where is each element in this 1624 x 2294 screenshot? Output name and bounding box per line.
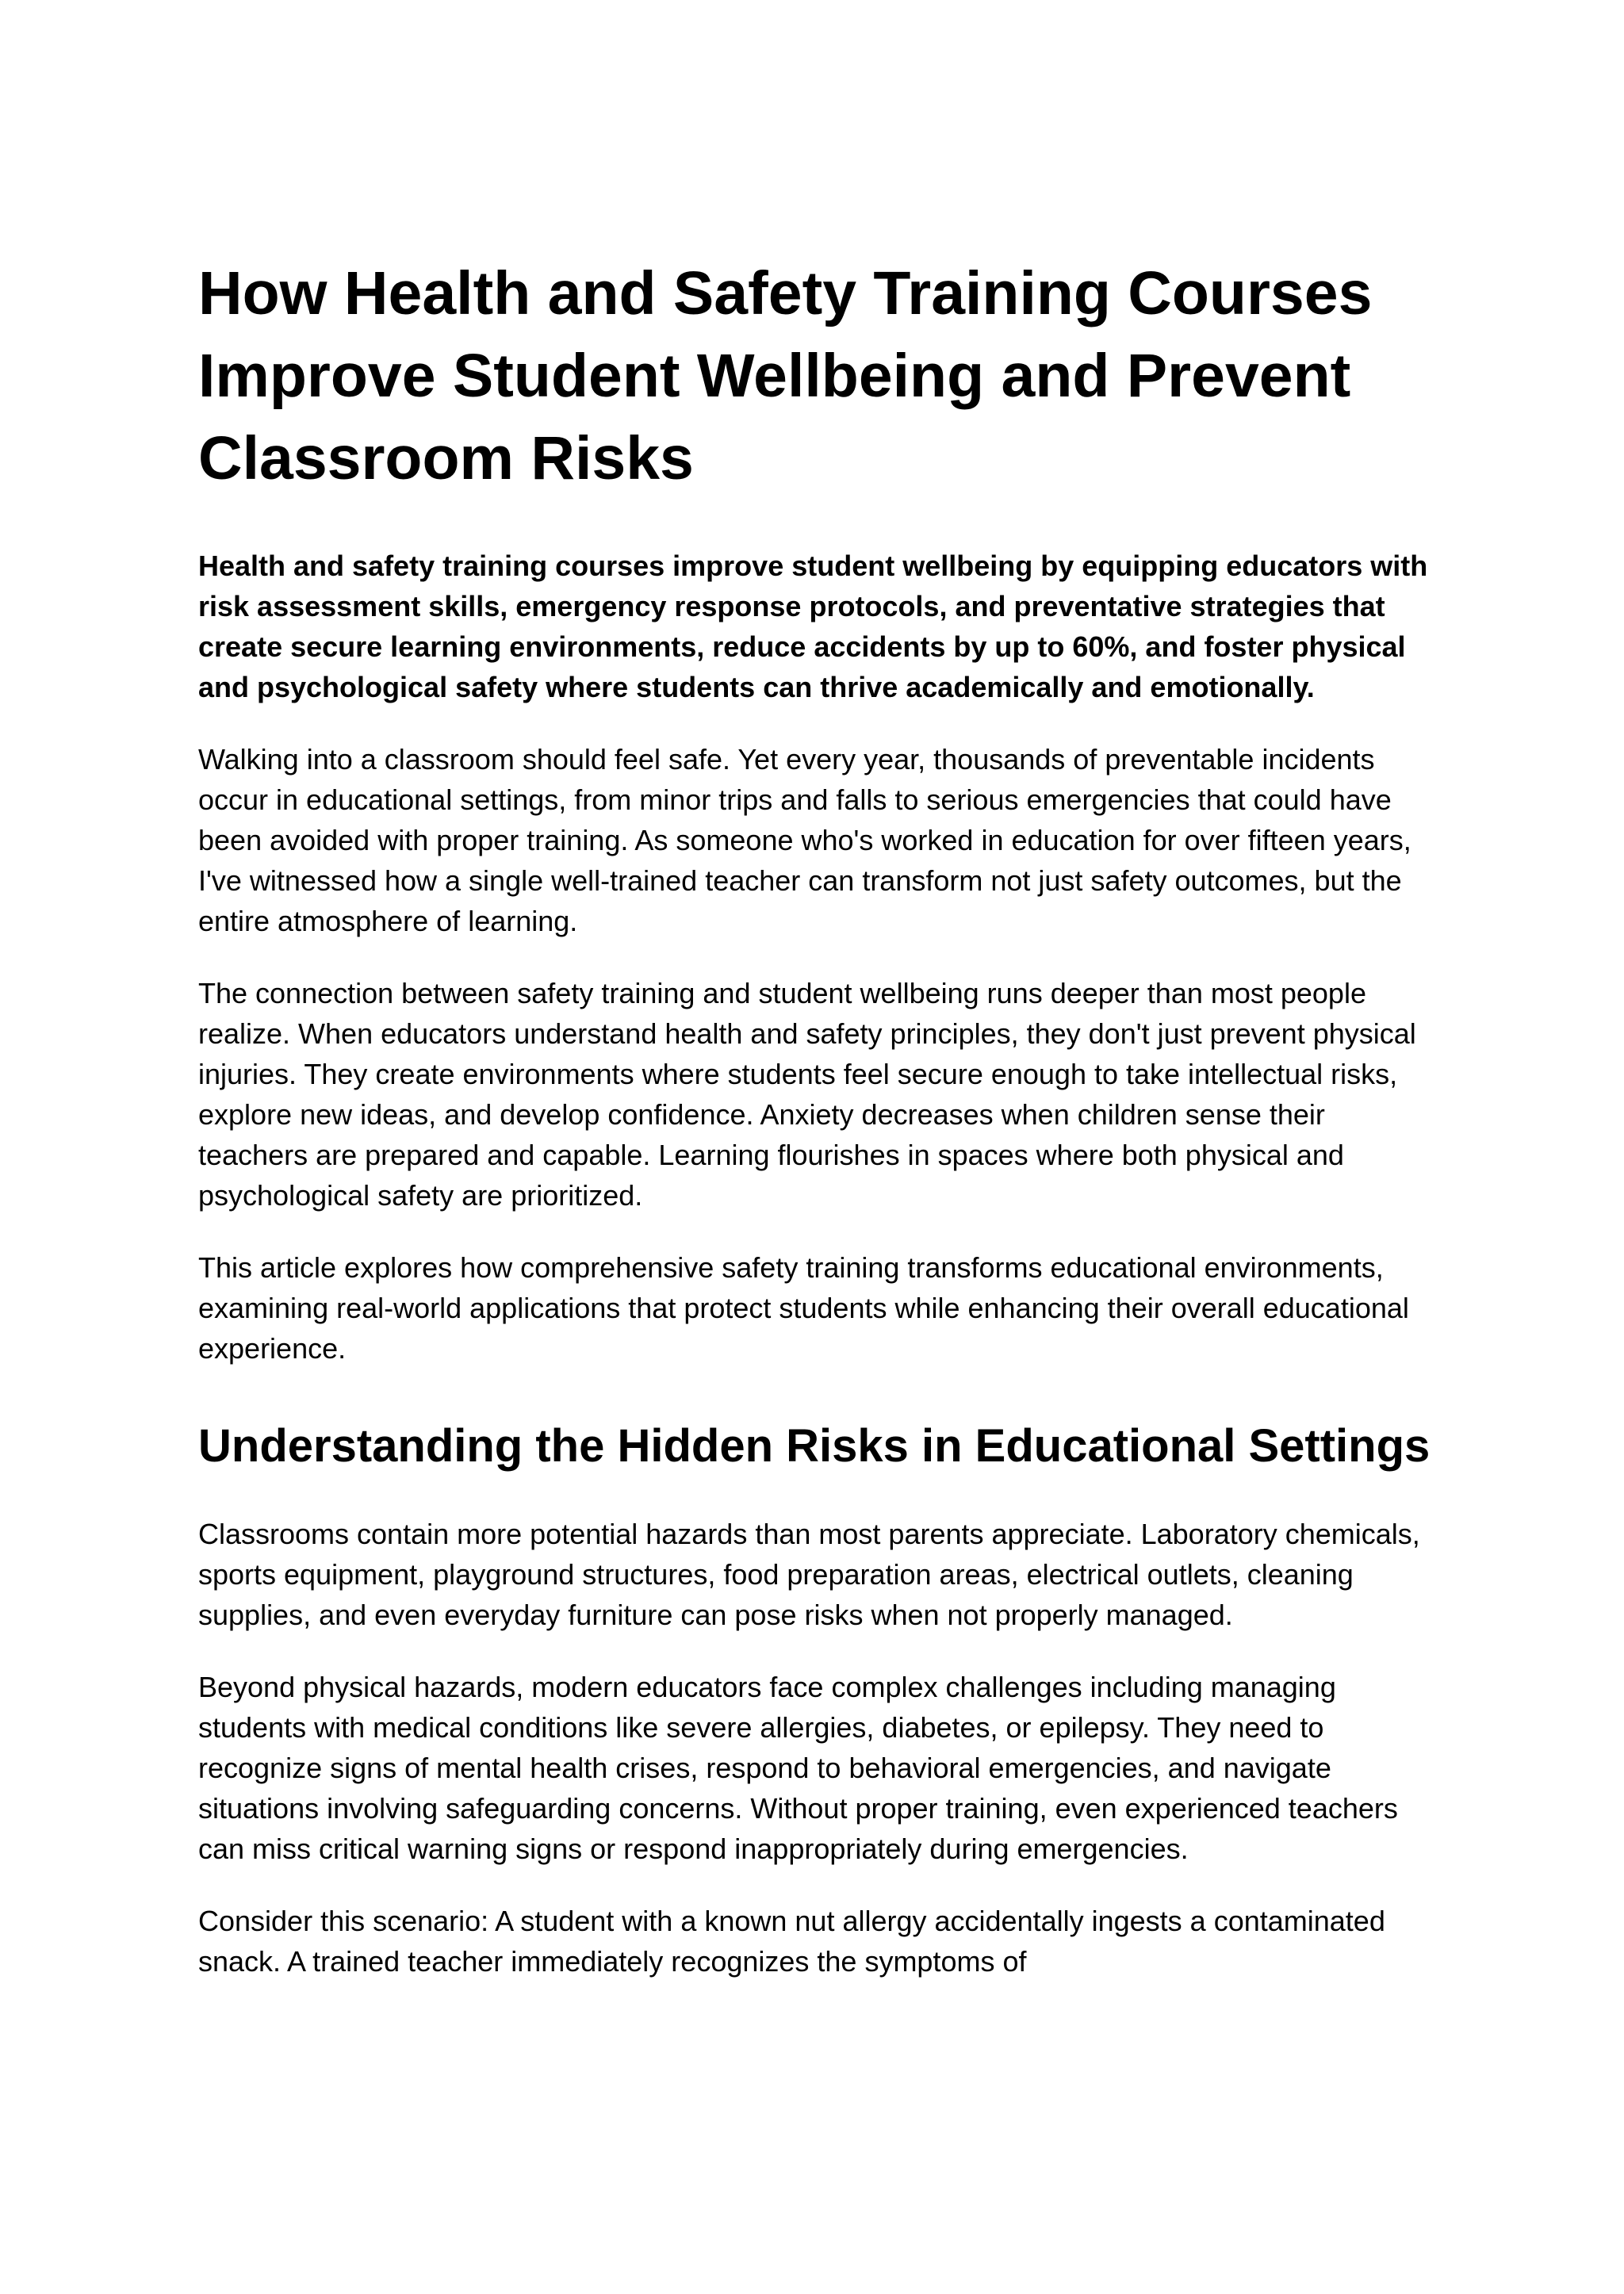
article-lead: Health and safety training courses improve student wellbeing by equipping educators with risk assessment skills, emergency response protocols, and preventative strategies that create secure learning environments, reduce accidents by up to 60%, and foster physical and psychological safety where students can thrive academically and emotionally. xyxy=(198,550,1428,703)
intro-paragraph-3: This article explores how comprehensive safety training transforms educational environments, examining real-world applications that protect students while enhancing their overall educational experience. xyxy=(198,1251,1409,1365)
intro-paragraph-2: The connection between safety training and student wellbeing runs deeper than most people realize. When educators understand health and safety principles, they don't just prevent physical injuries. They create environments where students feel secure enough to take intellectual risks, explore new ideas, and develop confidence. Anxiety decreases when children sense their teachers are prepared and capable. Learning flourishes in spaces where both physical and psychological safety are prioritized. xyxy=(198,977,1416,1212)
section-paragraph-3: Consider this scenario: A student with a known nut allergy accidentally ingests a contaminated snack. A trained teacher immediately recognizes the symptoms of xyxy=(198,1905,1385,1978)
article-title: How Health and Safety Training Courses Improve Student Wellbeing and Prevent Classroom Risks xyxy=(198,259,1373,492)
section-paragraph-2: Beyond physical hazards, modern educators face complex challenges including managing students with medical conditions like severe allergies, diabetes, or epilepsy. They need to recognize signs of mental health crises, respond to behavioral emergencies, and navigate situations involving safeguarding concerns. Without proper training, even experienced teachers can miss critical warning signs or respond inappropriately during emergencies. xyxy=(198,1671,1398,1865)
document-page xyxy=(198,252,1435,1982)
intro-paragraph-1: Walking into a classroom should feel safe. Yet every year, thousands of preventable incidents occur in educational settings, from minor trips and falls to serious emergencies that could have been avoided with proper training. As someone who's worked in education for over fifteen years, I've witnessed how a single well-trained teacher can transform not just safety outcomes, but the entire atmosphere of learning. xyxy=(198,743,1411,937)
section-paragraph-1: Classrooms contain more potential hazards than most parents appreciate. Laboratory chemicals, sports equipment, playground structures, food preparation areas, electrical outlets, cleaning supplies, and even everyday furniture can pose risks when not properly managed. xyxy=(198,1518,1420,1631)
section-heading: Understanding the Hidden Risks in Educational Settings xyxy=(198,1420,1431,1472)
